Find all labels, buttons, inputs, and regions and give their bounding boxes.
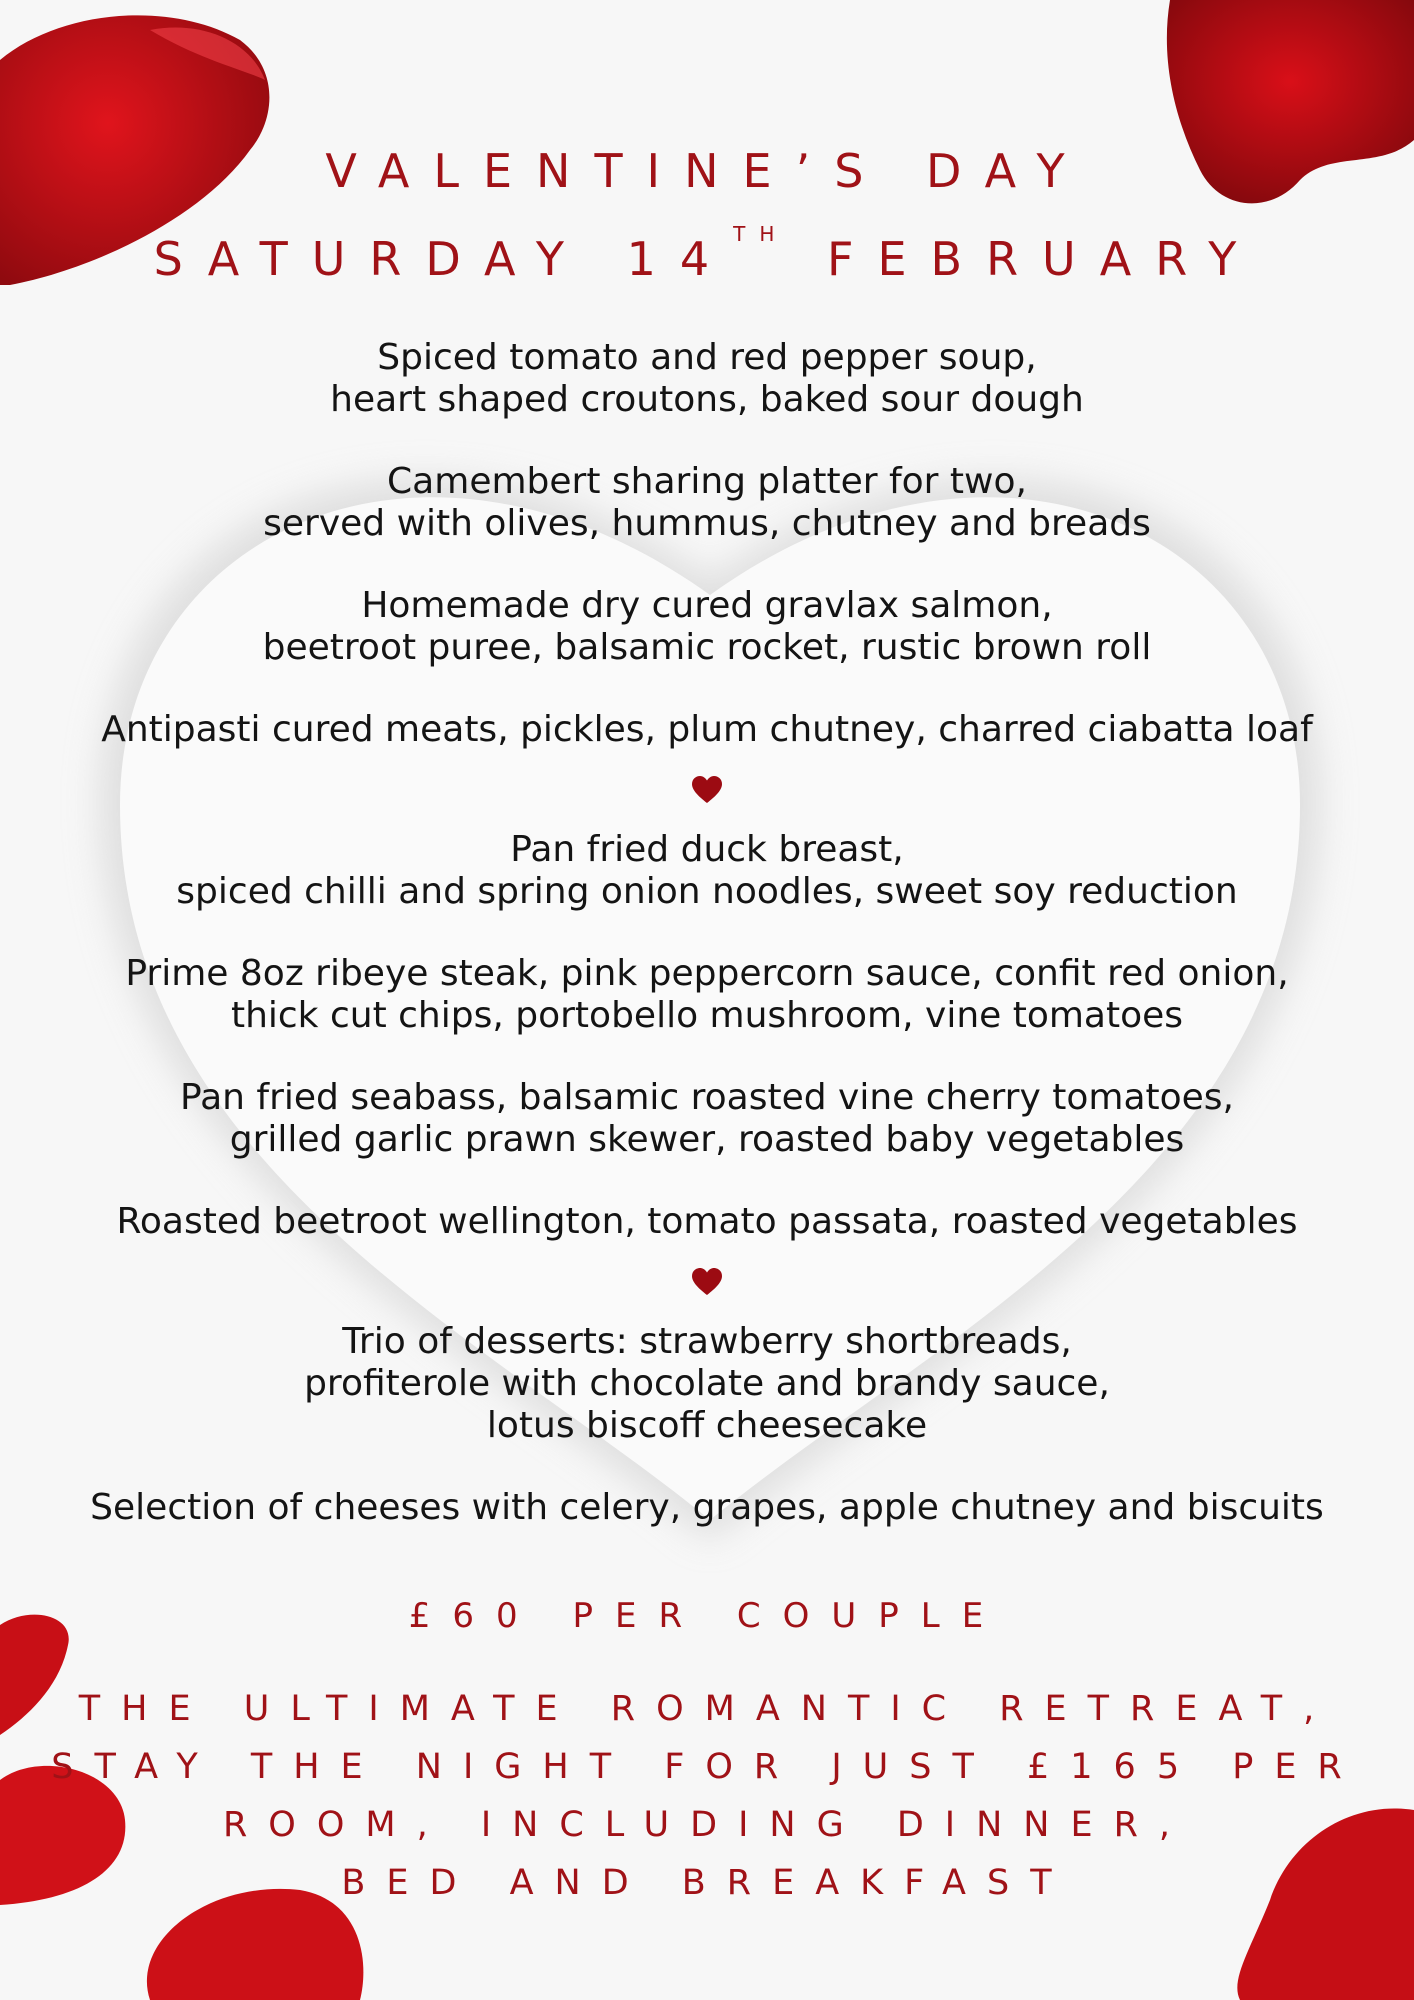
- menu-item: [0, 1077, 1414, 1161]
- menu-item: [0, 337, 1414, 421]
- menu-item-line: Pan fried duck breast,: [510, 829, 904, 870]
- menu-list: [0, 337, 1414, 1569]
- offer-line: BED AND BREAKFAST: [341, 1863, 1073, 1903]
- price-label: £60 PER COUPLE: [408, 1596, 1006, 1636]
- offer-line: ROOM, INCLUDING DINNER,: [222, 1805, 1192, 1845]
- event-title: VALENTINE’S DAY: [325, 144, 1089, 198]
- menu-item-line: Roasted beetroot wellington, tomato passata, roasted vegetables: [116, 1201, 1298, 1242]
- menu-item-line: thick cut chips, portobello mushroom, vine tomatoes: [230, 995, 1184, 1036]
- menu-item-line: heart shaped croutons, baked sour dough: [330, 379, 1084, 420]
- date-month: FEBRUARY: [827, 232, 1261, 286]
- menu-item: [0, 585, 1414, 669]
- menu-item: [0, 953, 1414, 1037]
- offer-text: [0, 1680, 1414, 1912]
- menu-item: [0, 1487, 1414, 1529]
- menu-item: [0, 1201, 1414, 1243]
- menu-item: [0, 461, 1414, 545]
- menu-item-line: Prime 8oz ribeye steak, pink peppercorn sauce, confit red onion,: [125, 953, 1289, 994]
- menu-item: [0, 1321, 1414, 1447]
- menu-item-line: Antipasti cured meats, pickles, plum chutney, charred ciabatta loaf: [101, 709, 1313, 750]
- menu-item-line: Homemade dry cured gravlax salmon,: [361, 585, 1053, 626]
- offer-line: THE ULTIMATE ROMANTIC RETREAT,: [78, 1689, 1336, 1729]
- date-suffix: TH: [733, 222, 789, 246]
- menu-item-line: profiterole with chocolate and brandy sauce,: [304, 1363, 1110, 1404]
- menu-item: [0, 829, 1414, 913]
- date-day: SATURDAY 14: [153, 232, 734, 286]
- menu-item-line: Selection of cheeses with celery, grapes, apple chutney and biscuits: [90, 1487, 1324, 1528]
- menu-item-line: Camembert sharing platter for two,: [387, 461, 1027, 502]
- menu-item-line: beetroot puree, balsamic rocket, rustic brown roll: [262, 627, 1152, 668]
- event-date: [0, 222, 1414, 286]
- menu-item-line: Pan fried seabass, balsamic roasted vine cherry tomatoes,: [179, 1077, 1234, 1118]
- menu-item-line: Trio of desserts: strawberry shortbreads,: [342, 1321, 1072, 1362]
- heart-icon: [0, 773, 1414, 807]
- menu-item-line: served with olives, hummus, chutney and breads: [263, 503, 1151, 544]
- menu-item-line: lotus biscoff cheesecake: [486, 1405, 928, 1446]
- menu-item-line: spiced chilli and spring onion noodles, sweet soy reduction: [176, 871, 1238, 912]
- menu-item-line: grilled garlic prawn skewer, roasted baby vegetables: [229, 1119, 1185, 1160]
- offer-line: STAY THE NIGHT FOR JUST £165 PER: [51, 1747, 1363, 1787]
- heart-icon: [0, 1265, 1414, 1299]
- menu-item: [0, 709, 1414, 751]
- menu-item-line: Spiced tomato and red pepper soup,: [377, 337, 1037, 378]
